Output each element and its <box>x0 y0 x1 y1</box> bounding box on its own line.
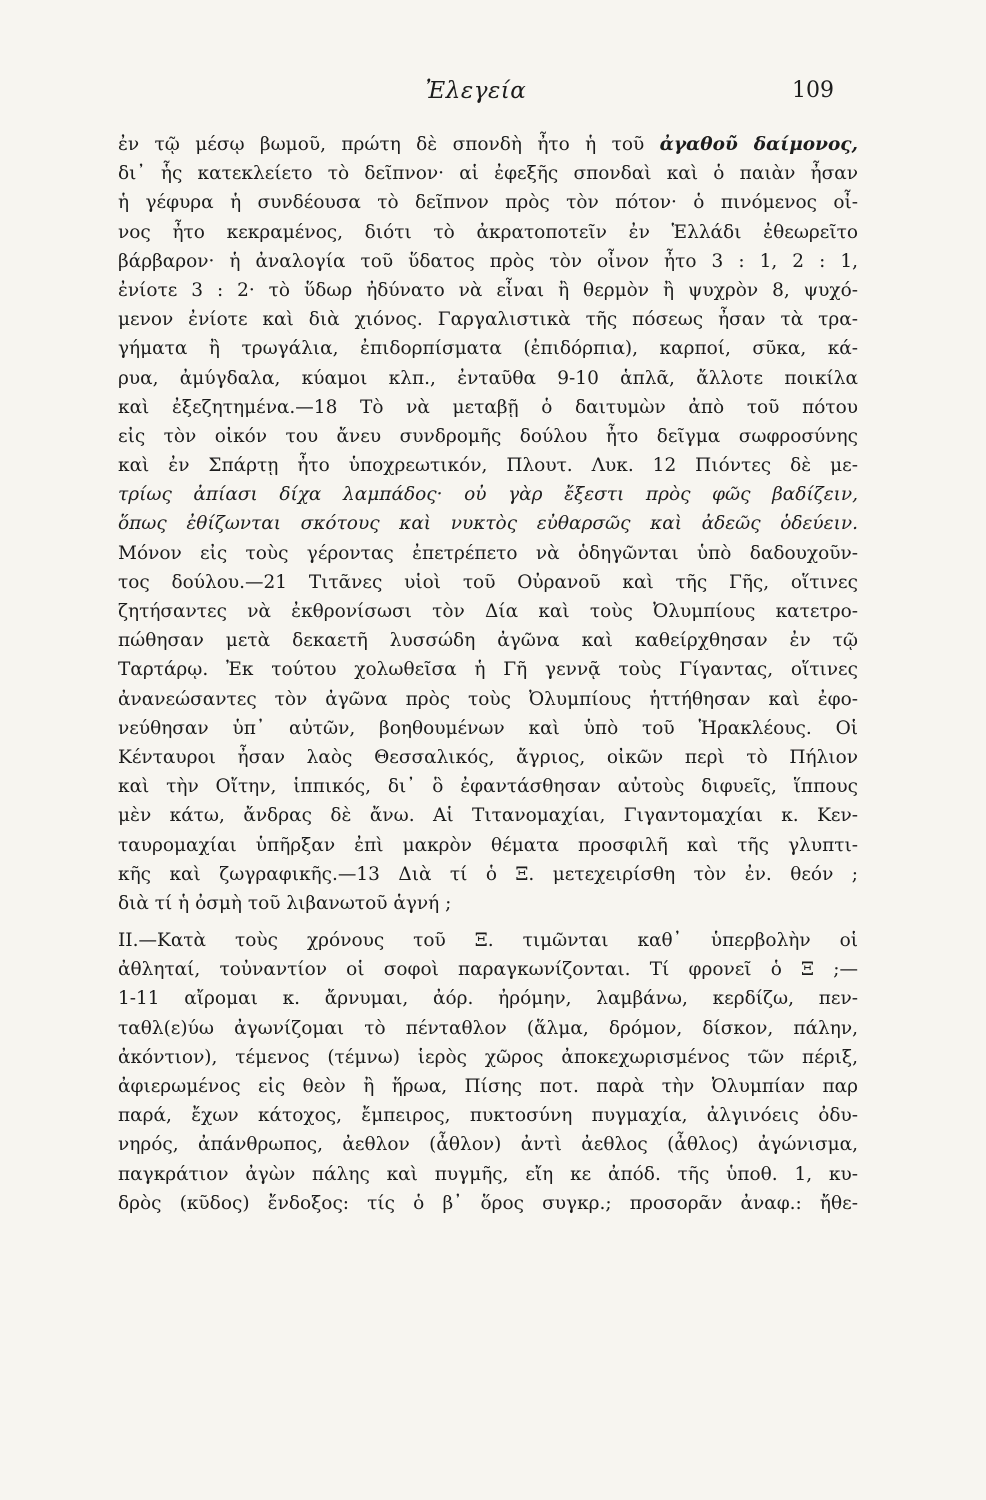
text-line: γήματα ἢ τρωγάλια, ἐπιδορπίσματα (ἐπιδόρπια), καρποί, σῦκα, κά- <box>118 338 858 360</box>
text-line: καὶ ἐν Σπάρτῃ ἦτο ὑποχρεωτικόν, Πλουτ. Λυκ. 12 Πιόντες δὲ με- <box>118 455 858 477</box>
section-heading-line: II.—Κατὰ τοὺς χρόνους τοῦ Ξ. τιμῶνται καθ᾽ ὑπερβολὴν οἱ <box>118 930 858 952</box>
text-line: Μόνον εἰς τοὺς γέροντας ἐπετρέπετο νὰ ὁδηγῶνται ὑπὸ δαδουχοῦν- <box>118 542 858 564</box>
page-number: 109 <box>792 78 834 103</box>
text-line: νος ἦτο κεκραμένος, διότι τὸ ἀκρατοποτεῖν ἐν Ἑλλάδι ἐθεωρεῖτο <box>118 221 858 243</box>
text-line: ἡ γέφυρα ἡ συνδέουσα τὸ δεῖπνον πρὸς τὸν πότον· ὁ πινόμενος οἶ- <box>118 192 858 214</box>
text-line: ἐνίοτε 3 : 2· τὸ ὕδωρ ἠδύνατο νὰ εἶναι ἢ θερμὸν ἢ ψυχρὸν 8, ψυχό- <box>118 279 858 301</box>
text-line: ἀκόντιον), τέμενος (τέμνω) ἱερὸς χῶρος ἀποκεχωρισμένος τῶν πέριξ, <box>118 1046 858 1068</box>
text-line: κῆς καὶ ζωγραφικῆς.—13 Διὰ τί ὁ Ξ. μετεχειρίσθη τὸν ἐν. θεόν ; <box>118 863 858 885</box>
text-line: δι᾽ ἧς κατεκλείετο τὸ δεῖπνον· αἱ ἐφεξῆς σπονδαὶ καὶ ὁ παιὰν ἦσαν <box>118 163 858 185</box>
text-line: παγκράτιον ἀγὼν πάλης καὶ πυγμῆς, εἴη κε ἀπόδ. τῆς ὑποθ. 1, κυ- <box>118 1163 858 1185</box>
text-line: ρυα, ἀμύγδαλα, κύαμοι κλπ., ἐνταῦθα 9-10 ἁπλᾶ, ἄλλοτε ποικίλα <box>118 367 858 389</box>
text-line: ἀνανεώσαντες τὸν ἀγῶνα πρὸς τοὺς Ὀλυμπίους ἡττήθησαν καὶ ἐφο- <box>118 688 858 710</box>
text-line: ἐν τῷ μέσῳ βωμοῦ, πρώτη δὲ σπονδὴ ἦτο ἡ τοῦ ἀγαθοῦ δαίμονος, <box>118 134 858 155</box>
text-line: ταθλ(ε)ύω ἀγωνίζομαι τὸ πένταθλον (ἅλμα, δρόμον, δίσκον, πάλην, <box>118 1017 858 1039</box>
text-line: νεύθησαν ὑπ᾽ αὐτῶν, βοηθουμένων καὶ ὑπὸ τοῦ Ἡρακλέους. Οἱ <box>118 717 858 739</box>
text-line: εἰς τὸν οἰκόν του ἄνευ συνδρομῆς δούλου ἦτο δεῖγμα σωφροσύνης <box>118 425 858 447</box>
text-line: βάρβαρον· ἡ ἀναλογία τοῦ ὕδατος πρὸς τὸν οἶνον ἦτο 3 : 1, 2 : 1, <box>118 250 858 272</box>
text-line: τρίως ἀπίασι δίχα λαμπάδος· οὐ γὰρ ἔξεστι πρὸς φῶς βαδίζειν, <box>118 484 858 506</box>
text-line: ταυρομαχίαι ὑπῆρξαν ἐπὶ μακρὸν θέματα προσφιλῆ καὶ τῆς γλυπτι- <box>118 834 858 856</box>
commentary-text <box>118 130 858 1218</box>
text-line: μὲν κάτω, ἄνδρας δὲ ἄνω. Αἱ Τιτανομαχίαι, Γιγαντομαχίαι κ. Κεν- <box>118 805 858 827</box>
text-line: ὅπως ἐθίζωνται σκότους καὶ νυκτὸς εὐθαρσῶς καὶ ἀδεῶς ὁδεύειν. <box>118 513 858 535</box>
running-title: Ἐλεγεία <box>425 78 527 104</box>
text-line: ἀθληταί, τοὐναντίον οἱ σοφοὶ παραγκωνίζονται. Τί φρονεῖ ὁ Ξ ;— <box>118 959 858 981</box>
text-line: παρά, ἔχων κάτοχος, ἔμπειρος, πυκτοσύνη πυγμαχία, ἀλγινόεις ὀδυ- <box>118 1105 858 1127</box>
text-line: ζητήσαντες νὰ ἐκθρονίσωσι τὸν Δία καὶ τοὺς Ὀλυμπίους κατετρο- <box>118 601 858 622</box>
text-line: καὶ τὴν Οἴτην, ἱππικός, δι᾽ ὃ ἐφαντάσθησαν αὐτοὺς διφυεῖς, ἵππους <box>118 776 858 798</box>
text-line: διὰ τί ἡ ὀσμὴ τοῦ λιβανωτοῦ ἁγνή ; <box>118 892 452 914</box>
text-line: 1-11 αἴρομαι κ. ἄρνυμαι, ἀόρ. ἠρόμην, λαμβάνω, κερδίζω, πεν- <box>118 988 858 1010</box>
text-line: ἀφιερωμένος εἰς θεὸν ἢ ἥρωα, Πίσης ποτ. παρὰ τὴν Ὀλυμπίαν παρ <box>118 1076 858 1097</box>
text-line: μενον ἐνίοτε καὶ διὰ χιόνος. Γαργαλιστικὰ τῆς πόσεως ἦσαν τὰ τρα- <box>118 309 858 331</box>
text-line: νηρός, ἀπάνθρωπος, ἀεθλον (ἆθλον) ἀντὶ ἀεθλος (ἆθλος) ἀγώνισμα, <box>118 1134 858 1156</box>
text-line: δρὸς (κῦδος) ἔνδοξος: τίς ὁ β᾽ ὅρος συγκρ.; προσορᾶν ἀναφ.: ἤθε- <box>118 1192 858 1214</box>
text-line: τος δούλου.—21 Τιτᾶνες υἱοὶ τοῦ Οὐρανοῦ καὶ τῆς Γῆς, οἵτινες <box>118 571 858 593</box>
text-line: Ταρτάρῳ. Ἐκ τούτου χολωθεῖσα ἡ Γῆ γεννᾷ τοὺς Γίγαντας, οἵτινες <box>118 659 858 681</box>
text-line: Κένταυροι ἦσαν λαὸς Θεσσαλικός, ἄγριος, οἰκῶν περὶ τὸ Πήλιον <box>118 746 858 768</box>
page-header <box>118 78 834 112</box>
text-line: πώθησαν μετὰ δεκαετῆ λυσσώδη ἀγῶνα καὶ καθείρχθησαν ἐν τῷ <box>118 630 858 652</box>
text-line: καὶ ἐξεζητημένα.—18 Τὸ νὰ μεταβῇ ὁ δαιτυμὼν ἀπὸ τοῦ πότου <box>118 396 858 418</box>
